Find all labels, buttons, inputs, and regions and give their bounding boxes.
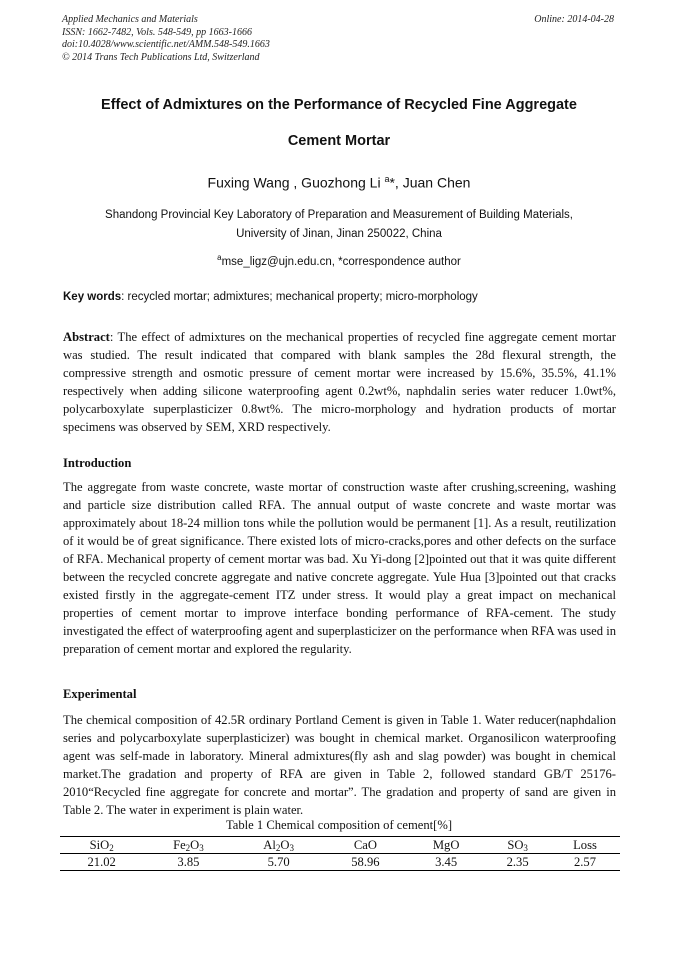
introduction-text: The aggregate from waste concrete, waste mortar of construction waste after crushing,screening, washing and particle size distribution called RFA. The annual output of waste concrete and waste mortar was approximately about 18-24 million tons while the pollution would be permanent [1]. As a result, reutilization of it would be of great significance. There existed lots of micro-cracks,pores and other defects on the surface of RFA. Mechanical property of cement mortar was bad. Xu Yi-dong [2]pointed out that it was quite different between the recycled concrete aggregate and native concrete aggregate. Yule Hua [3]pointed out that cracks existed firstly in the aggregate-cement ITZ under stress. It would play a great impact on mechanical properties of cement mortar to improve interface bonding performance of RFA-cement. The study investigated the effect of waterproofing agent and superplasticizer on the performance when RFA was used in preparation of cement mortar and explored the regularity. (63, 480, 616, 656)
col-header-sio2: SiO$_2$ (89, 838, 114, 853)
keywords-label: Key words (63, 291, 122, 303)
abstract-text: : The effect of admixtures on the mechanical properties of recycled fine aggregate cement mortar was studied. The result indicated that compared with blank samples the 28d flexural strength, the compressive strength and osmotic pressure of cement mortar were increased by 15.6%, 35.5%, 41.1% respectively when adding silicone waterproofing agent 0.2wt%, naphdalin series water reducer 1.0wt%, polycarboxylate superplasticizer 0.8wt%. The micro-morphology and hydration products of mortar specimens was observed by SEM, XRD respectively. (63, 330, 616, 434)
col-header-loss: Loss (573, 838, 597, 852)
author-names: Fuxing Wang , Guozhong Li (207, 174, 385, 191)
table-cell-so3: 2.35 (506, 855, 529, 869)
table-header-row (60, 837, 620, 854)
journal-copyright: © 2014 Trans Tech Publications Ltd, Switzerland (62, 51, 260, 63)
online-date: Online: 2014-04-28 (534, 14, 614, 25)
table-cell-fe2o3: 3.85 (177, 855, 200, 869)
journal-header (62, 14, 270, 64)
abstract (63, 328, 616, 436)
affiliation-line-1: Shandong Provincial Key Laboratory of Preparation and Measurement of Building Materials, (105, 209, 573, 221)
col-header-mgo: MgO (432, 838, 460, 852)
experimental-heading: Experimental (63, 687, 137, 701)
journal-issn: ISSN: 1662-7482, Vols. 548-549, pp 1663-1666 (62, 26, 252, 38)
paper-title-line-2: Cement Mortar (287, 133, 391, 149)
affiliation-line-2: University of Jinan, Jinan 250022, China (236, 228, 442, 240)
journal-name: Applied Mechanics and Materials (62, 14, 198, 25)
table-cell-mgo: 3.45 (435, 855, 458, 869)
email-text: mse_ligz@ujn.edu.cn, *correspondence author (221, 255, 461, 268)
author-affil-mark: a (384, 174, 390, 184)
introduction-heading: Introduction (63, 456, 132, 470)
experimental-text: The chemical composition of 42.5R ordinary Portland Cement is given in Table 1. Water reducer(naphdalion series and polycarboxylate superplasticizer) was bought in chemical market. Organosilicon waterproofing agent was self-made in laboratory. Mineral admixtures(fly ash and slag powder) was bought in chemical market.The gradation and property of RFA are given in Table 2, followed standard GB/T 25176-2010“Recycled fine aggregate for concrete and mortar”. The gradation and property of sand are given in Table 2. The water in experiment is plain water. (63, 713, 616, 817)
table-cell-al2o3: 5.70 (267, 855, 290, 869)
email-affil-mark: a (217, 253, 222, 262)
keywords (63, 291, 478, 303)
author-names-rest: *, Juan Chen (389, 174, 471, 191)
contact-email (40, 253, 638, 268)
col-header-fe2o3: $Fe_2O_3$ (173, 838, 204, 853)
table-cell-sio2: 21.02 (87, 855, 116, 869)
col-header-so3: $SO_3$ (507, 838, 528, 853)
col-header-cao: CaO (353, 838, 377, 852)
table-cell-loss: 2.57 (573, 855, 597, 869)
table-1-caption: Table 1 Chemical composition of cement[%] (225, 818, 453, 832)
abstract-label: Abstract (63, 330, 110, 344)
table-row (60, 854, 620, 871)
table-cell-cao: 58.96 (351, 855, 380, 869)
chemical-composition-table (60, 836, 620, 871)
keywords-text: : recycled mortar; admixtures; mechanical property; micro-morphology (121, 291, 478, 303)
journal-doi: doi:10.4028/www.scientific.net/AMM.548-549.1663 (62, 39, 270, 50)
author-list (40, 174, 638, 191)
col-header-al2o3: $Al_2O_3$ (263, 838, 294, 853)
paper-title-line-1: Effect of Admixtures on the Performance of Recycled Fine Aggregate (101, 97, 577, 113)
